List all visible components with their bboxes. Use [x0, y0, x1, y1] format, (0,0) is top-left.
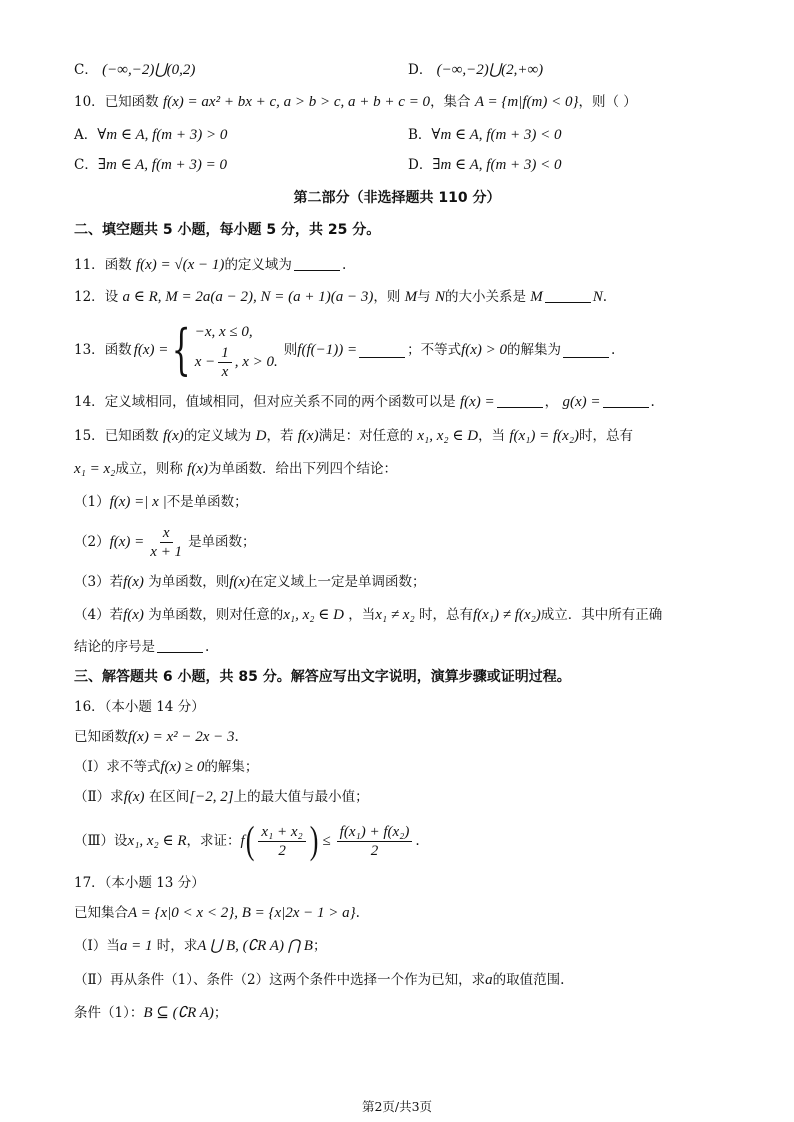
q15-conclusion-4: （4）若f(x) 为单函数，则对任意的x₁, x₂ ∈ D ，当x₁ ≠ x₂ 时，总有f(x₁) ≠ f(x₂)成立．其中所有正确	[74, 607, 663, 623]
q16-part1: （Ⅰ）求不等式f(x) ≥ 0的解集；	[74, 759, 259, 775]
q15-line1: 15．已知函数 f(x)的定义域为 D，若 f(x)满足：对任意的 x₁, x₂ ∈ D，当 f(x₁) = f(x₂)时，总有	[74, 428, 634, 444]
q10-option-b: B．∀m ∈ A, f(m + 3) < 0	[408, 127, 562, 143]
piecewise-brace: {	[172, 318, 192, 381]
q17-part1: （Ⅰ）当a = 1 时，求A ⋃ B, (∁R A) ⋂ B；	[74, 938, 327, 954]
q13-answer-blank-2	[563, 343, 609, 358]
q12: 12．设 a ∈ R, M = 2a(a − 2), N = (a + 1)(a − 3)，则 M与 N的大小关系是 M N.	[74, 289, 608, 305]
q15-conclusion-3: （3）若f(x) 为单函数，则f(x)在定义域上一定是单调函数；	[74, 574, 426, 590]
q15-answer-line: 结论的序号是 .	[74, 639, 210, 655]
q16-header: 16．（本小题 14 分）	[74, 699, 205, 715]
part2-title: 第二部分（非选择题共 110 分）	[293, 190, 501, 206]
q16-part3: （Ⅲ）设 x₁, x₂ ∈ R ，求证： f ( $\frac{\text{x₁ + x₂}}{2}$ ) ≤ $\frac{\text{f(x₁) + f(x₂)}}{2}$ .	[74, 818, 420, 862]
q16-part2: （Ⅱ）求f(x) 在区间[−2, 2]上的最大值与最小值；	[74, 789, 369, 805]
q17-part2: （Ⅱ）再从条件（1）、条件（2）这两个条件中选择一个作为已知，求a的取值范围.	[74, 972, 565, 988]
q15-conclusion-1: （1）f(x) =| x |不是单函数；	[74, 494, 248, 510]
q10-option-c: C．∃m ∈ A, f(m + 3) = 0	[74, 157, 228, 173]
q9-option-c: C． (−∞,−2)⋃(0,2)	[74, 62, 196, 78]
q15-answer-blank	[157, 638, 203, 653]
q17-condition-1: 条件（1）：B ⊆ (∁R A)；	[74, 1005, 228, 1021]
q17-header: 17．（本小题 13 分）	[74, 875, 205, 891]
q16-intro: 已知函数f(x) = x² − 2x − 3.	[74, 729, 239, 745]
q14-answer-blank-g	[603, 393, 649, 408]
q15-conclusion-2: （2） f(x) = $\frac{x}{x + 1}$ 是单函数；	[74, 524, 256, 560]
q13-cases: −x, x ≤ 0, x − $\frac{1}{x}$ , x > 0.	[194, 323, 278, 380]
q14-answer-blank-f	[497, 393, 543, 408]
q9-option-d: D． (−∞,−2)⋃(2,+∞)	[408, 62, 544, 78]
section3-title: 三、解答题共 6 小题，共 85 分。解答应写出文字说明，演算步骤或证明过程。	[74, 669, 571, 685]
q15-line2: x₁ = x₂成立，则称 f(x)为单函数．给出下列四个结论：	[74, 461, 397, 477]
section2-title: 二、填空题共 5 小题，每小题 5 分，共 25 分。	[74, 222, 381, 238]
q10-option-d: D．∃m ∈ A, f(m + 3) < 0	[408, 157, 562, 173]
q10-option-a: A．∀m ∈ A, f(m + 3) > 0	[74, 127, 228, 143]
q17-intro: 已知集合A = {x|0 < x < 2}, B = {x|2x − 1 > a}.	[74, 905, 360, 921]
q14: 14．定义域相同，值域相同，但对应关系不同的两个函数可以是 f(x) = ， g(x) = .	[74, 394, 655, 410]
q12-answer-blank	[545, 288, 591, 303]
q11-answer-blank	[294, 256, 340, 271]
q11: 11．函数 f(x) = √(x − 1)的定义域为 .	[74, 257, 347, 273]
q13: 13． 函数 f(x) = { −x, x ≤ 0, x − $\frac{1}{x}$ , x > 0. 则 f(f(−1)) = ；不等式 f(x) > 0 的解集为 .	[74, 318, 616, 381]
q10-stem: 10．已知函数 f(x) = ax² + bx + c, a > b > c, a + b + c = 0，集合 A = {m|f(m) < 0}，则（ ）	[74, 94, 637, 110]
page-number: 第2页/共3页	[361, 1099, 433, 1114]
q13-answer-blank-1	[359, 343, 405, 358]
